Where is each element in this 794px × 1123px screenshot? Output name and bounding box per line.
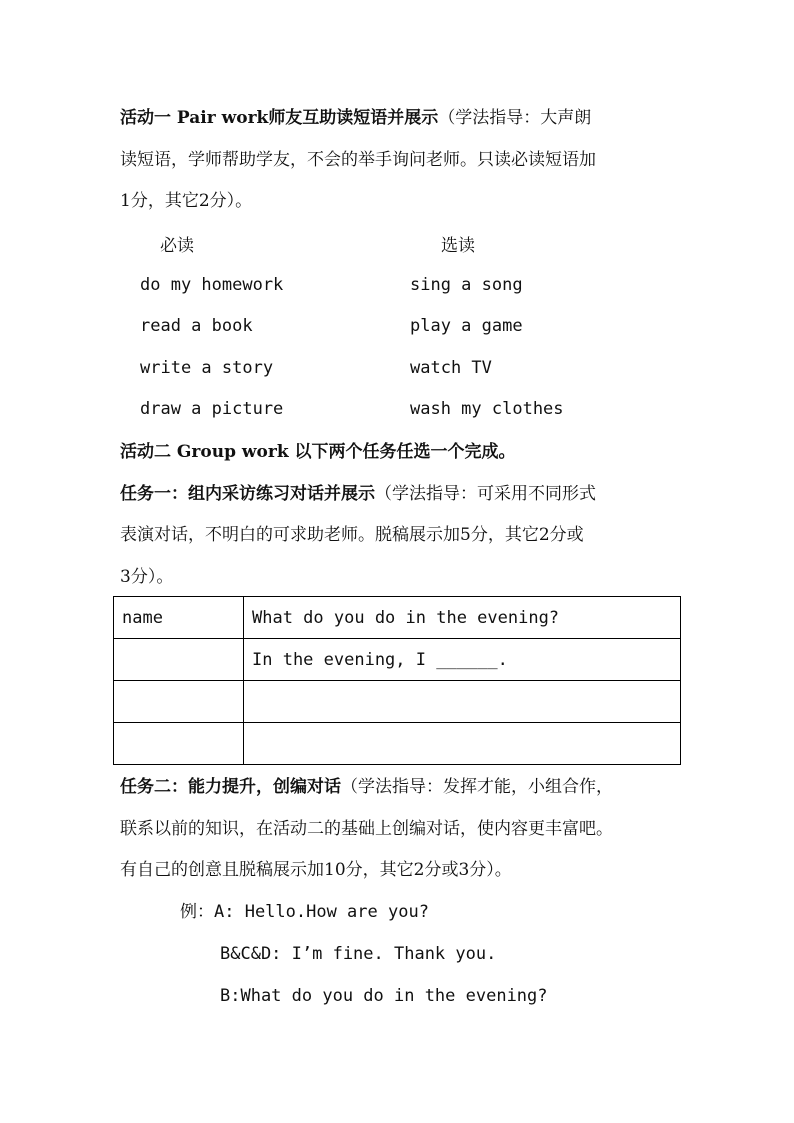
activity1-line2: 读短语，学师帮助学友，不会的举手询问老师。只读必读短语加 xyxy=(120,150,596,170)
activity1-title-bold: 师友互助读短语并展示 xyxy=(268,108,439,128)
optional-item: sing a song xyxy=(410,275,523,295)
required-header: 必读 xyxy=(160,236,194,256)
required-item: read a book xyxy=(140,316,253,336)
task1-title: 任务一：组内采访练习对话并展示 xyxy=(120,484,375,504)
example-label: 例： xyxy=(180,902,214,922)
table-cell-name[interactable] xyxy=(114,681,244,723)
table-cell-name[interactable] xyxy=(114,639,244,681)
table-cell-answer[interactable] xyxy=(244,681,681,723)
optional-header: 选读 xyxy=(441,236,475,256)
table-row xyxy=(114,723,681,765)
task2-line1 xyxy=(120,775,613,799)
table-cell-answer[interactable] xyxy=(244,723,681,765)
activity1-guide: （学法指导：大声朗 xyxy=(438,108,592,128)
table-row xyxy=(114,639,681,681)
task2-guide: （学法指导：发挥才能，小组合作， xyxy=(341,777,613,797)
required-item: draw a picture xyxy=(140,399,284,419)
required-item: do my homework xyxy=(140,275,284,295)
table-cell-name-header: name xyxy=(114,597,244,639)
activity1-line3: 1分，其它2分）。 xyxy=(120,191,253,211)
table-cell-question-header: What do you do in the evening? xyxy=(244,597,681,639)
activity1-title: 活动一 Pair work xyxy=(120,108,269,128)
task1-line1 xyxy=(120,482,596,506)
required-item: write a story xyxy=(140,358,274,378)
example-line-3: B:What do you do in the evening? xyxy=(220,986,548,1006)
task2-line3: 有自己的创意且脱稿展示加10分，其它2分或3分）。 xyxy=(120,860,512,880)
table-cell-name[interactable] xyxy=(114,723,244,765)
activity2-title: 活动二 Group work 以下两个任务任选一个完成。 xyxy=(120,442,516,462)
table-row xyxy=(114,597,681,639)
table-cell-answer[interactable]: In the evening, I ______. xyxy=(244,639,681,681)
table-row xyxy=(114,681,681,723)
optional-item: wash my clothes xyxy=(410,399,564,419)
example-text: A: Hello.How are you? xyxy=(214,902,429,922)
task2-line2: 联系以前的知识，在活动二的基础上创编对话，使内容更丰富吧。 xyxy=(120,819,613,839)
example-line-2: B&C&D: I’m fine. Thank you. xyxy=(220,944,497,964)
optional-item: play a game xyxy=(410,316,523,336)
task1-guide: （学法指导：可采用不同形式 xyxy=(375,484,596,504)
task1-line2: 表演对话，不明白的可求助老师。脱稿展示加5分，其它2分或 xyxy=(120,525,584,545)
task2-title: 任务二：能力提升，创编对话 xyxy=(120,777,341,797)
task1-line3: 3分）。 xyxy=(120,567,174,587)
optional-item: watch TV xyxy=(410,358,492,378)
interview-table xyxy=(113,596,681,765)
example-line-1 xyxy=(180,900,429,924)
activity1-line1 xyxy=(120,106,591,130)
